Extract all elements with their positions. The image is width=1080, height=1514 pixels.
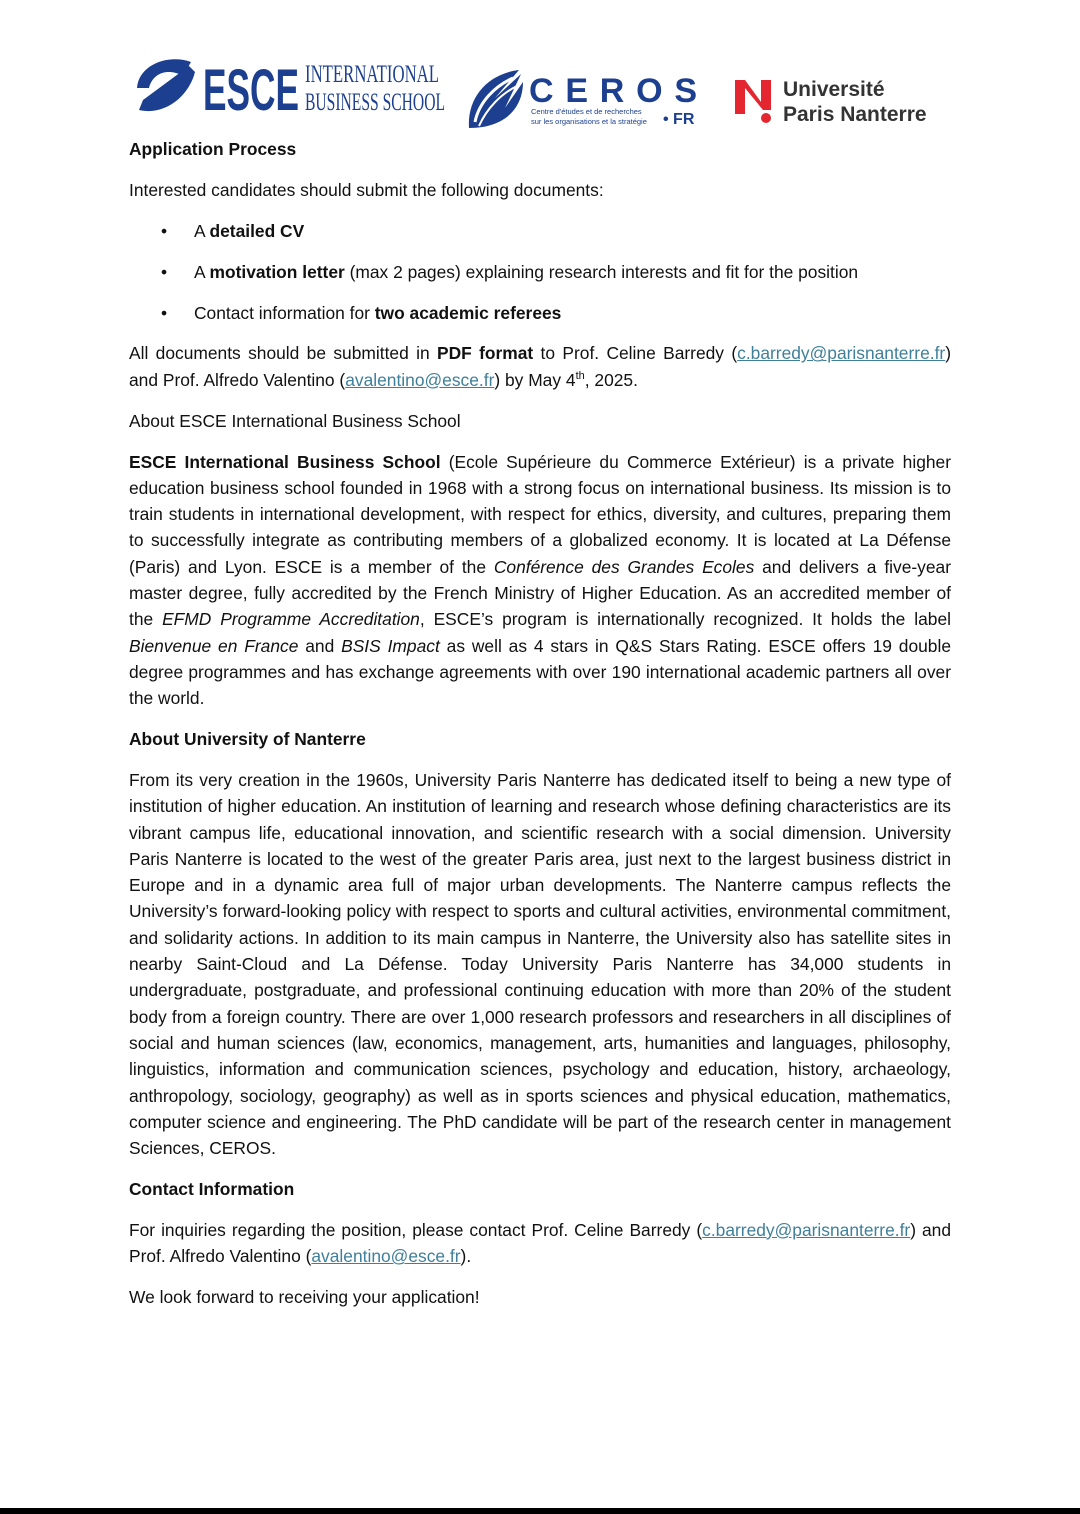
email-link-valentino[interactable]: avalentino@esce.fr — [311, 1246, 461, 1267]
list-item: • Contact information for two academic referees — [129, 300, 951, 326]
nanterre-line2: Paris Nanterre — [783, 103, 927, 126]
about-nanterre-paragraph: From its very creation in the 1960s, University Paris Nanterre has dedicated itself to being a new type of institution of higher education. An institution of learning and research whose defining characteristics are its vibrant campus life, educational innovation, and scientific research with a social dimension. University Paris Nanterre is located to the west of the greater Paris area, just next to the largest business district in Europe and in a dynamic area full of major urban developments. The Nanterre campus reflects the University’s forward-looking policy with respect to sports and cultural activities, environmental commitment, and solidarity actions. In addition to its main campus in Nanterre, the University also has satellite sites in nearby Saint-Cloud and La Défense. Today University Paris Nanterre has 34,000 students in undergraduate, postgraduate, and professional continuing education with more than 20% of the student body from a foreign country. There are over 1,000 research professors and researchers in all disciplines of social and human sciences (law, economics, management, arts, humanities and languages, philosophy, linguistics, information and communication sciences, psychology and education, history, archaeology, anthropology, sociology, geography) as well as in sports sciences and physical education, mathematics, computer science and engineering. The PhD candidate will be part of the research center in management Sciences, CEROS. — [129, 769, 951, 1159]
closing-line: We look forward to receiving your application! — [129, 1287, 480, 1308]
about-nanterre-heading: About University of Nanterre — [129, 729, 366, 750]
esce-mark: ESCE — [203, 58, 299, 123]
ceros-mark: CEROS — [529, 72, 697, 110]
ceros-sub1: Centre d'études et de recherches — [531, 107, 642, 116]
contact-paragraph: For inquiries regarding the position, please contact Prof. Celine Barredy (c.barredy@parisnanterre.fr) and Prof. Alfredo Valentino (avalentino@esce.fr). — [129, 1219, 952, 1267]
submission-instructions: All documents should be submitted in PDF format to Prof. Celine Barredy (c.barredy@parisnanterre.fr) and Prof. Alfredo Valentino (avalentino@esce.fr) by May 4th, 2025. — [129, 343, 951, 390]
about-esce-paragraph: ESCE International Business School (Ecole Supérieure du Commerce Extérieur) is a private higher education business school founded in 1968 with a strong focus on international business. Its mission is to train students in international development, with respect for ethics, diversity, and cultures, preparing them to successfully integrate as contributing members of a globalized economy. It is located at La Défense (Paris) and Lyon. ESCE is a member of the Conférence des Grandes Ecoles and delivers a five-year master degree, fully accredited by the French Ministry of Higher Education. As an accredited member of the EFMD Programme Accreditation, ESCE’s program is internationally recognized. It holds the label Bienvenue en France and BSIS Impact as well as 4 stars in Q&S Stars Rating. ESCE offers 19 double degree programmes and has exchange agreements with over 190 international academic partners all over the world. — [129, 451, 952, 709]
esce-line2: BUSINESS SCHOOL — [305, 89, 445, 116]
list-item: • A detailed CV — [129, 218, 951, 244]
about-esce-heading: About ESCE International Business School — [129, 410, 461, 431]
bottom-edge — [0, 1508, 1080, 1514]
application-heading: Application Process — [129, 139, 297, 159]
ceros-sub2: sur les organisations et la stratégie — [531, 117, 647, 126]
esce-logo — [129, 54, 449, 123]
nanterre-dot — [761, 113, 771, 123]
document-list — [129, 218, 951, 326]
email-link-barredy[interactable]: c.barredy@parisnanterre.fr — [702, 1219, 911, 1240]
header-logos — [129, 52, 951, 132]
nanterre-line1: Université — [783, 78, 885, 101]
list-item: • A motivation letter (max 2 pages) explaining research interests and fit for the position — [129, 259, 951, 285]
email-link-valentino[interactable]: avalentino@esce.fr — [345, 369, 495, 390]
esce-line1: INTERNATIONAL — [305, 61, 439, 88]
application-intro: Interested candidates should submit the following documents: — [129, 179, 604, 200]
ceros-logo — [465, 68, 701, 132]
document-body — [129, 136, 951, 1325]
nanterre-logo — [733, 74, 951, 126]
ceros-fr: • FR — [663, 111, 695, 128]
contact-heading: Contact Information — [129, 1179, 295, 1200]
email-link-barredy[interactable]: c.barredy@parisnanterre.fr — [737, 343, 946, 364]
nanterre-n-mark — [735, 80, 771, 114]
